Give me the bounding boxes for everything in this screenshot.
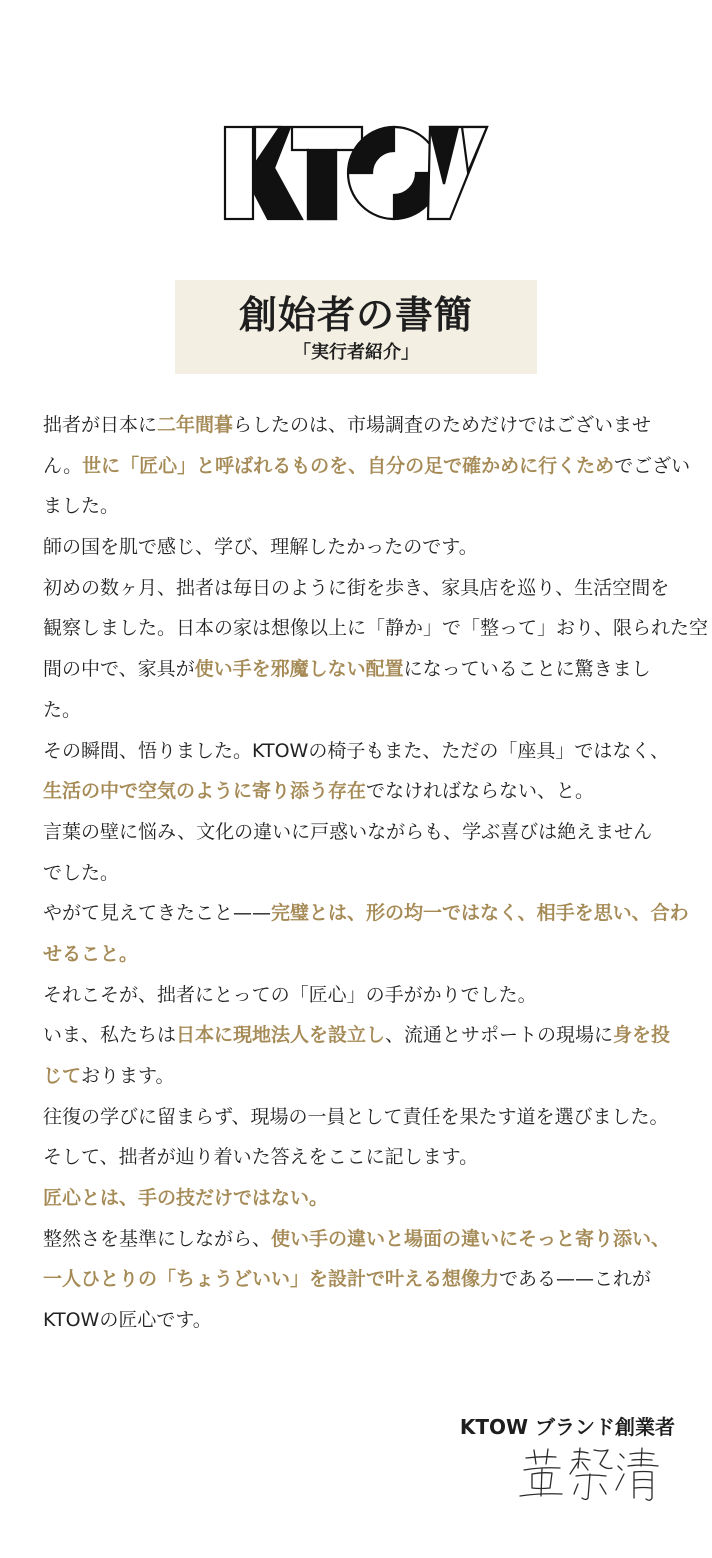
handwritten-signature [516, 1444, 664, 1504]
body-text: いま、私たちは [43, 1024, 177, 1047]
letter-line [43, 1178, 675, 1219]
letter-line [43, 812, 675, 853]
highlighted-text: 生活の中で空気のように寄り添う存在 [43, 780, 367, 803]
letter-line [43, 771, 675, 812]
body-text: 往復の学びに留まらず、現場の一員として責任を果たす道を選びました。 [43, 1105, 669, 1128]
highlighted-text: 使い手を邪魔しない配置 [194, 658, 404, 681]
body-text: それこそが、拙者にとっての「匠心」の手がかりでした。 [43, 983, 537, 1006]
body-text: おります。 [81, 1065, 175, 1087]
highlighted-text: 世に「匠心」と呼ばれるものを、自分の足で確かめに行くため [82, 454, 615, 477]
letter-line [43, 893, 689, 934]
letter-line [43, 405, 675, 446]
body-text: でなければならない、と。 [366, 780, 595, 803]
highlighted-text: 日本に現地法人を設立し [176, 1024, 386, 1047]
body-text: 言葉の壁に悩み、文化の違いに戸惑いながらも、学ぶ喜びは絶えません [43, 820, 653, 843]
body-text: ました。 [43, 495, 120, 518]
highlighted-text: せること。 [43, 942, 139, 965]
body-text: 整然さを基準にしながら、 [43, 1227, 272, 1250]
highlighted-text: 一人ひとりの「ちょうどいい」を設計で叶える想像力 [43, 1268, 500, 1291]
body-text: そして、拙者が辿り着いた答えをここに記します。 [43, 1146, 479, 1169]
highlighted-text: 身を投 [613, 1024, 671, 1047]
highlighted-text: 使い手の違いと場面の違いにそっと寄り添い、 [271, 1227, 671, 1250]
body-text: になっていることに驚きまし [403, 658, 651, 681]
body-text: ん。 [43, 454, 83, 477]
body-text: KTOWの匠心です。 [43, 1309, 212, 1332]
letter-line [43, 690, 675, 731]
body-text: 、流通とサポートの現場に [385, 1024, 614, 1047]
ktow-logo [222, 124, 490, 222]
letter-line [43, 1300, 675, 1341]
page-subtitle: 「実行者紹介」 [293, 342, 419, 363]
body-text: でした。 [43, 861, 120, 884]
body-text: である——これが [499, 1268, 652, 1291]
title-box [175, 280, 537, 374]
letter-line [43, 934, 675, 975]
letter-line [43, 1219, 675, 1260]
letter-line [43, 527, 675, 568]
letter-line [43, 1259, 675, 1300]
letter-line [43, 975, 675, 1016]
letter-line [43, 568, 675, 609]
letter-line [43, 853, 675, 894]
letter-body [43, 405, 709, 1341]
signature-role: KTOW ブランド創業者 [459, 1415, 675, 1439]
body-text: やがて見えてきたこと—— [43, 902, 272, 925]
highlighted-text: 完璧とは、形の均一ではなく、相手を思い、合わ [271, 902, 689, 925]
letter-line [43, 486, 675, 527]
letter-line [43, 1137, 675, 1178]
body-text: その瞬間、悟りました。KTOWの椅子もまた、ただの「座具」ではなく、 [43, 739, 669, 762]
body-text: 初めの数ヶ月、拙者は毎日のように街を歩き、家具店を巡り、生活空間を [43, 576, 670, 599]
highlighted-text: じて [43, 1065, 82, 1087]
body-text: た。 [43, 698, 82, 721]
letter-line [43, 446, 691, 487]
page-title: 創始者の書簡 [238, 293, 473, 337]
letter-line [43, 1015, 675, 1056]
body-text: 観察しました。日本の家は想像以上に「静か」で「整って」おり、限られた空 [43, 617, 709, 640]
body-text: でござい [614, 454, 691, 477]
letter-line [43, 731, 675, 772]
highlighted-text: 匠心とは、手の技だけではない。 [43, 1187, 329, 1210]
body-text: 師の国を肌で感じ、学び、理解したかったのです。 [43, 536, 478, 559]
body-text: らしたのは、市場調査のためだけではございませ [233, 414, 652, 436]
body-text: 拙者が日本に [43, 414, 158, 436]
letter-line [43, 1056, 675, 1097]
letter-line [43, 608, 709, 649]
body-text: 間の中で、家具が [43, 658, 195, 681]
highlighted-text: 二年間暮 [157, 414, 234, 436]
letter-line [43, 649, 675, 690]
letter-line [43, 1097, 675, 1138]
